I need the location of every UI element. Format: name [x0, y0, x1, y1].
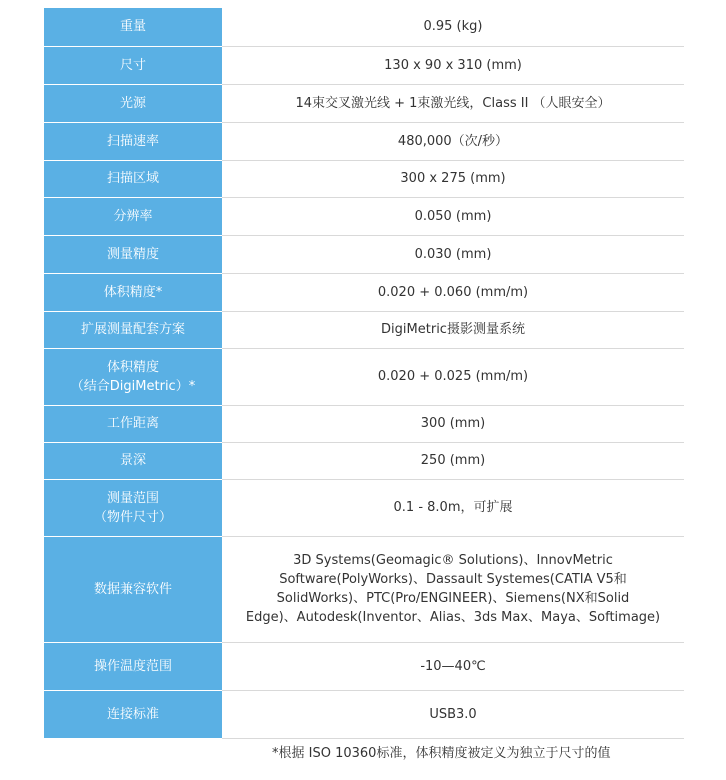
spec-row [44, 405, 684, 442]
spec-row [44, 122, 684, 160]
spec-label [44, 690, 222, 738]
spec-row [44, 642, 684, 690]
spec-label-line: 尺寸 [119, 57, 146, 73]
spec-value [222, 122, 684, 160]
spec-label-line: 体积精度 [106, 359, 159, 375]
spec-value-line: USB3.0 [429, 706, 477, 722]
spec-row [44, 690, 684, 738]
spec-label-line: 测量精度 [106, 246, 159, 262]
spec-table-body [44, 8, 684, 738]
spec-label [44, 197, 222, 235]
spec-label-line: 景深 [119, 453, 146, 468]
spec-label-line: 扫描区域 [106, 171, 159, 186]
spec-value [222, 160, 684, 197]
spec-value-line: Software(PolyWorks)、Dassault Systemes(CATIA V5和 [279, 572, 627, 587]
spec-row [44, 442, 684, 479]
spec-value-line: DigiMetric摄影测量系统 [381, 322, 525, 337]
spec-label-line: 扫描速率 [106, 133, 159, 149]
spec-row [44, 197, 684, 235]
spec-value [222, 84, 684, 122]
spec-value [222, 405, 684, 442]
spec-value-line: 0.020 + 0.060 (mm/m) [377, 284, 529, 300]
spec-row [44, 479, 684, 536]
spec-row [44, 8, 684, 46]
spec-row [44, 273, 684, 311]
spec-label-line: 测量范围 [106, 490, 159, 506]
spec-value [222, 690, 684, 738]
spec-value-line: 130 x 90 x 310 (mm) [384, 57, 522, 73]
spec-row [44, 160, 684, 197]
spec-label [44, 536, 222, 642]
spec-value [222, 235, 684, 273]
spec-value [222, 311, 684, 348]
spec-table [44, 8, 684, 739]
spec-row [44, 311, 684, 348]
spec-row [44, 536, 684, 642]
spec-value [222, 273, 684, 311]
spec-value [222, 642, 684, 690]
spec-value-line: 0.1 - 8.0m，可扩展 [393, 500, 513, 515]
spec-label [44, 311, 222, 348]
spec-value [222, 442, 684, 479]
spec-value [222, 348, 684, 405]
spec-value-line: 0.050 (mm) [414, 208, 492, 224]
spec-value [222, 197, 684, 235]
spec-label-line: 工作距离 [106, 416, 159, 431]
spec-label-line: 重量 [119, 19, 146, 35]
spec-value-line: 3D Systems(Geomagic® Solutions)、InnovMetric [293, 553, 613, 568]
spec-value-line: -10—40℃ [420, 658, 486, 674]
spec-row [44, 46, 684, 84]
spec-row [44, 235, 684, 273]
spec-label [44, 46, 222, 84]
spec-label [44, 160, 222, 197]
footnote: *根据 ISO 10360标准，体积精度被定义为独立于尺寸的值 [272, 746, 611, 761]
spec-label-line: 扩展测量配套方案 [80, 322, 185, 337]
spec-value-line: SolidWorks)、PTC(Pro/ENGINEER)、Siemens(NX和Solid [276, 591, 630, 606]
spec-label [44, 84, 222, 122]
spec-label-line: （物件尺寸） [93, 509, 172, 525]
spec-value-line: 0.030 (mm) [414, 246, 492, 262]
spec-value-line: 14束交叉激光线 + 1束激光线，Class II （人眼安全） [295, 95, 611, 111]
spec-row [44, 84, 684, 122]
spec-row [44, 348, 684, 405]
spec-label-line: 数据兼容软件 [93, 581, 172, 597]
spec-value-line: 250 (mm) [420, 453, 486, 468]
spec-label [44, 8, 222, 46]
spec-value-line: 0.95 (kg) [423, 19, 483, 35]
spec-value-line: 300 (mm) [420, 416, 486, 431]
spec-label [44, 442, 222, 479]
spec-label [44, 235, 222, 273]
spec-label-line: 操作温度范围 [93, 658, 172, 674]
spec-value [222, 46, 684, 84]
spec-label [44, 479, 222, 536]
spec-label-line: 光源 [119, 95, 146, 111]
spec-value-line: 300 x 275 (mm) [400, 171, 506, 186]
spec-value-line: 0.020 + 0.025 (mm/m) [377, 369, 529, 384]
spec-value-line: Edge)、Autodesk(Inventor、Alias、3ds Max、Maya、Softimage) [245, 610, 661, 625]
spec-label [44, 348, 222, 405]
spec-value [222, 536, 684, 642]
spec-value-line: 480,000（次/秒） [397, 133, 509, 149]
spec-value [222, 479, 684, 536]
spec-label [44, 273, 222, 311]
spec-label-line: （结合DigiMetric）* [70, 378, 196, 394]
spec-label [44, 642, 222, 690]
spec-label [44, 405, 222, 442]
spec-value [222, 8, 684, 46]
spec-label-line: 分辨率 [113, 208, 153, 224]
spec-label-line: 体积精度* [103, 284, 163, 300]
spec-label [44, 122, 222, 160]
spec-label-line: 连接标准 [106, 706, 159, 722]
